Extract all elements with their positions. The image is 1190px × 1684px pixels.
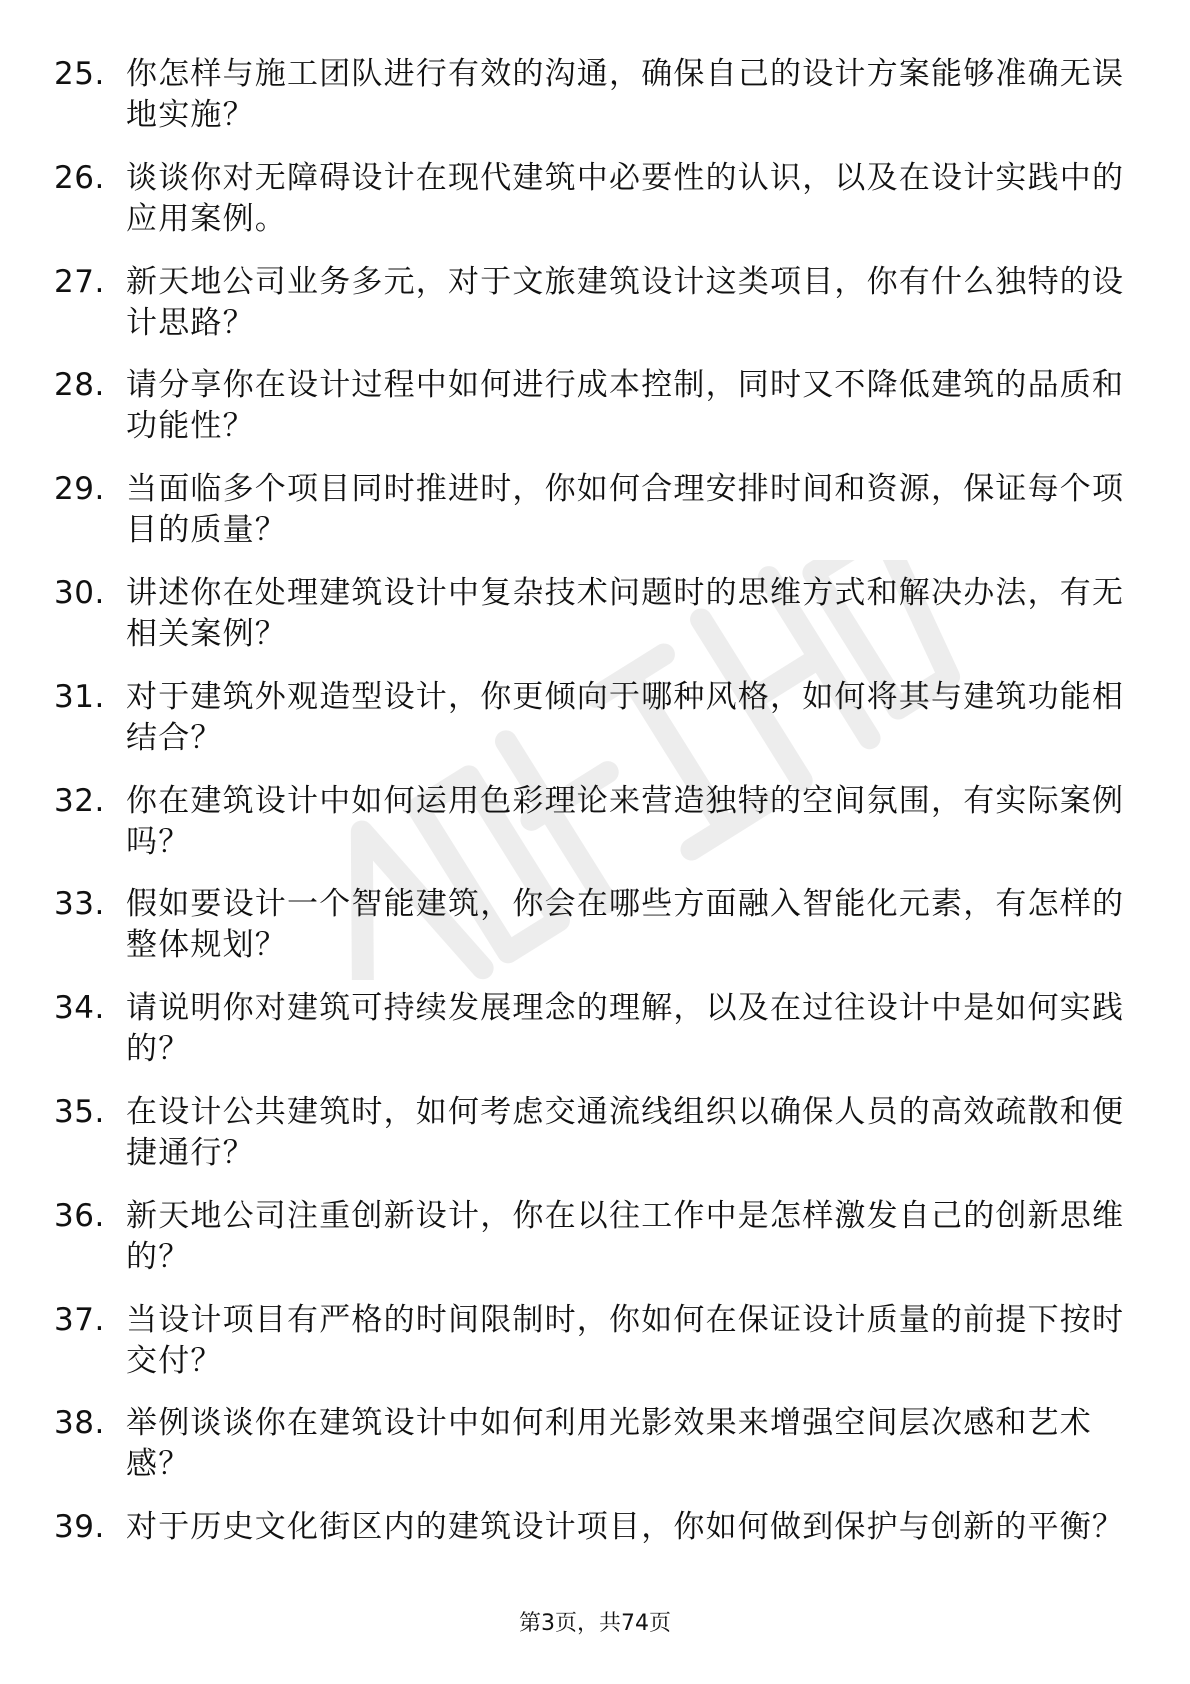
question-number: 35. [54, 1093, 105, 1130]
question-item [54, 158, 1134, 262]
question-item [54, 677, 1134, 781]
question-text: 当面临多个项目同时推进时，你如何合理安排时间和资源，保证每个项目的质量？ [126, 471, 1125, 549]
question-text: 在设计公共建筑时，如何考虑交通流线组织以确保人员的高效疏散和便捷通行？ [126, 1093, 1125, 1171]
question-item [54, 1507, 1134, 1611]
question-number: 38. [54, 1405, 105, 1442]
question-item [54, 573, 1134, 677]
question-item [54, 469, 1134, 573]
question-item [54, 262, 1134, 366]
question-text: 新天地公司注重创新设计，你在以往工作中是怎样激发自己的创新思维的？ [126, 1197, 1125, 1275]
page-footer [0, 1606, 1190, 1637]
question-text: 讲述你在处理建筑设计中复杂技术问题时的思维方式和解决办法，有无相关案例？ [126, 574, 1125, 652]
question-number: 34. [54, 990, 105, 1027]
question-item [54, 884, 1134, 988]
question-list [54, 54, 1134, 1611]
question-number: 30. [54, 574, 105, 611]
question-number: 25. [54, 56, 105, 92]
question-text: 你在建筑设计中如何运用色彩理论来营造独特的空间氛围，有实际案例吗？ [126, 782, 1125, 860]
question-text: 新天地公司业务多元，对于文旅建筑设计这类项目，你有什么独特的设计思路？ [126, 263, 1125, 341]
question-text: 请分享你在设计过程中如何进行成本控制，同时又不降低建筑的品质和功能性？ [126, 367, 1125, 445]
question-text: 对于建筑外观造型设计，你更倾向于哪种风格，如何将其与建筑功能相结合？ [126, 678, 1125, 756]
question-item [54, 1196, 1134, 1300]
page-number-label: 第3页，共74页 [519, 1611, 671, 1636]
question-number: 37. [54, 1301, 105, 1338]
question-number: 36. [54, 1197, 105, 1234]
question-number: 31. [54, 678, 105, 715]
question-number: 33. [54, 886, 105, 923]
question-number: 32. [54, 782, 105, 819]
question-text: 对于历史文化街区内的建筑设计项目，你如何做到保护与创新的平衡？ [126, 1509, 1125, 1546]
question-text: 谈谈你对无障碍设计在现代建筑中必要性的认识，以及在设计实践中的应用案例。 [126, 159, 1125, 237]
question-item [54, 988, 1134, 1092]
question-text: 当设计项目有严格的时间限制时，你如何在保证设计质量的前提下按时交付？ [126, 1301, 1125, 1379]
question-number: 39. [54, 1509, 105, 1546]
question-text: 举例谈谈你在建筑设计中如何利用光影效果来增强空间层次感和艺术感？ [126, 1405, 1092, 1483]
question-item [54, 54, 1134, 158]
question-text: 假如要设计一个智能建筑，你会在哪些方面融入智能化元素，有怎样的整体规划？ [126, 886, 1125, 964]
question-text: 请说明你对建筑可持续发展理念的理解，以及在过往设计中是如何实践的？ [126, 990, 1125, 1068]
question-number: 28. [54, 367, 105, 404]
question-text: 你怎样与施工团队进行有效的沟通，确保自己的设计方案能够准确无误地实施？ [126, 56, 1125, 133]
question-item [54, 781, 1134, 885]
question-item [54, 365, 1134, 469]
question-item [54, 1092, 1134, 1196]
question-number: 27. [54, 263, 105, 300]
question-item [54, 1300, 1134, 1404]
question-number: 29. [54, 471, 105, 508]
question-number: 26. [54, 159, 105, 196]
question-item [54, 1403, 1134, 1507]
